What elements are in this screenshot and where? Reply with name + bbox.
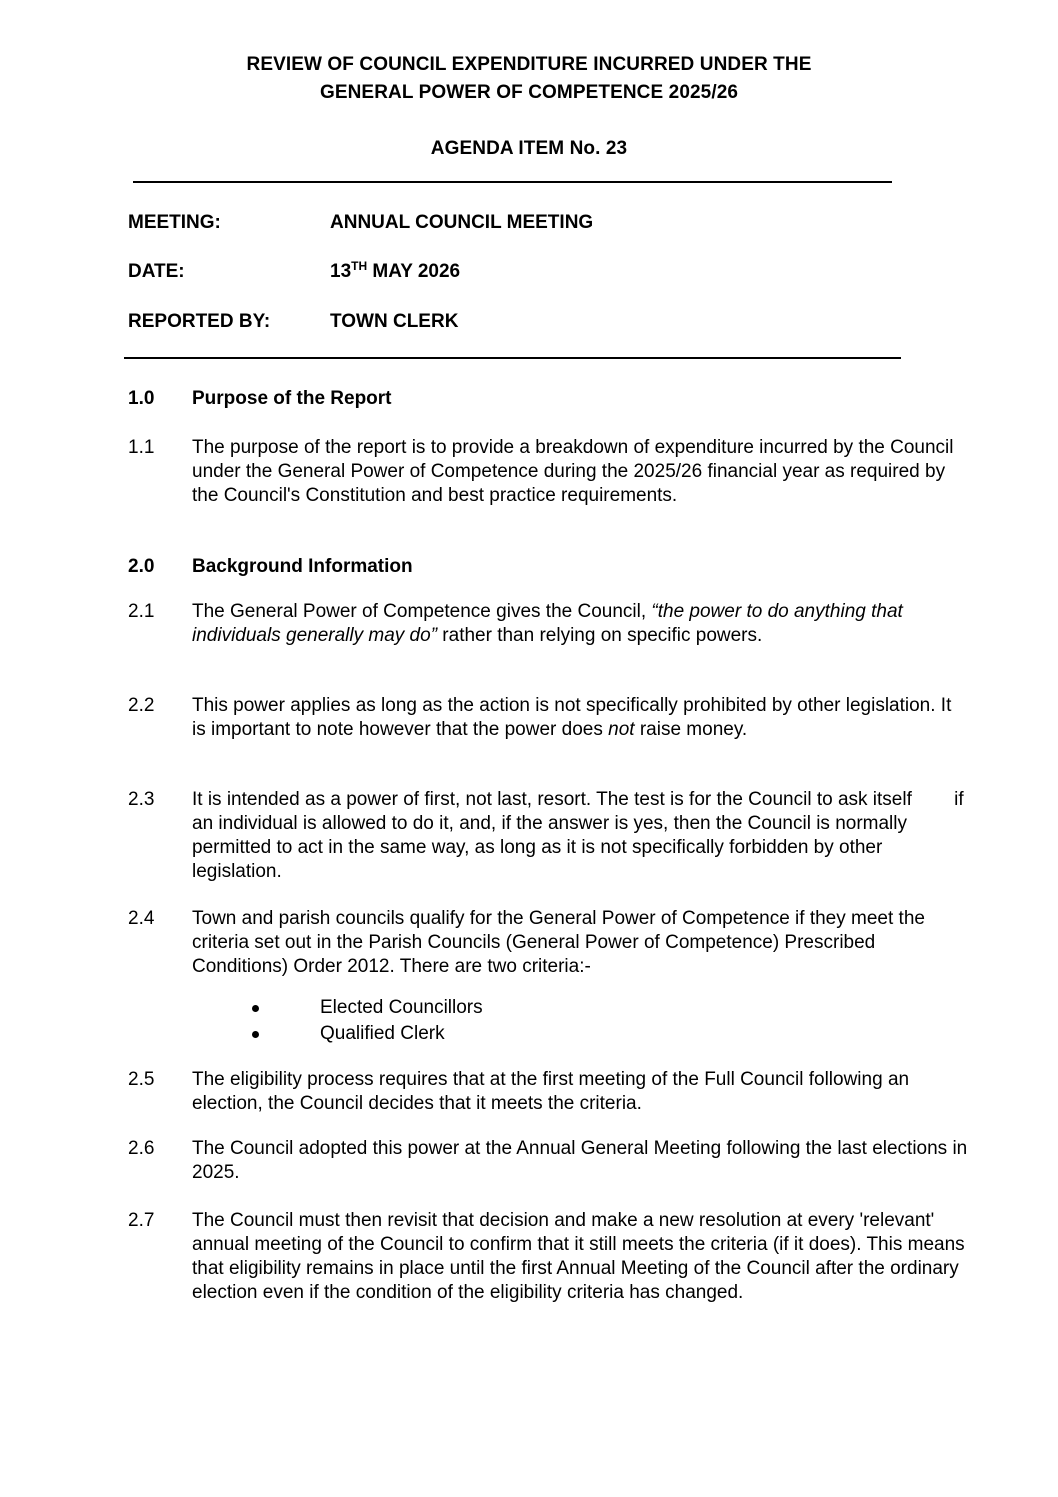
paragraph-number: 2.4	[128, 908, 155, 929]
date-value	[330, 261, 460, 283]
bottom-divider	[124, 357, 901, 359]
bullet-icon	[252, 1031, 259, 1038]
paragraph-number: 2.5	[128, 1069, 155, 1090]
paragraph-number: 2.3	[128, 789, 155, 810]
paragraph-number: 2.6	[128, 1138, 155, 1159]
section-title: Purpose of the Report	[192, 388, 392, 409]
reported-by-label: REPORTED BY:	[128, 311, 271, 332]
quote-italic: “the power to do anything that individuals generally may do”	[192, 601, 903, 646]
paragraph-number: 1.1	[128, 437, 155, 458]
date-rest: MAY 2026	[367, 261, 461, 282]
paragraph-text: This power applies as long as the action is not specifically prohibited by other legislation. It is important to note however that the power does not raise money.	[192, 695, 952, 740]
report-title-line-1: REVIEW OF COUNCIL EXPENDITURE INCURRED UNDER THE	[246, 54, 812, 75]
date-day: 13	[330, 261, 352, 282]
section-title: Background Information	[192, 556, 413, 577]
paragraph-text: Town and parish councils qualify for the General Power of Competence if they meet the criteria set out in the Parish Councils (General Power of Competence) Prescribed Conditions) Order 2012. There are two criteria:-	[192, 908, 925, 977]
paragraph-text: The Council adopted this power at the Annual General Meeting following the last elections in 2025.	[192, 1138, 968, 1183]
section-number: 2.0	[128, 556, 155, 577]
paragraph-text: The purpose of the report is to provide a breakdown of expenditure incurred by the Council under the General Power of Competence during the 2025/26 financial year as required by the Council's Constitution and best practice requirements.	[192, 437, 954, 506]
agenda-item: AGENDA ITEM No. 23	[430, 138, 628, 159]
paragraph-text: It is intended as a power of first, not last, resort. The test is for the Council to ask itself if an individual is allowed to do it, and, if the answer is yes, then the Council is normally permitted to act in the same way, as long as it is not specifically forbidden by other legislation.	[192, 789, 964, 882]
paragraph-number: 2.2	[128, 695, 155, 716]
paragraph-text: The General Power of Competence gives the Council, “the power to do anything that individuals generally may do” rather than relying on specific powers.	[192, 601, 903, 646]
paragraph-text: The eligibility process requires that at the first meeting of the Full Council following an election, the Council decides that it meets the criteria.	[192, 1069, 910, 1114]
paragraph-number: 2.7	[128, 1210, 155, 1231]
emphasis-italic: not	[608, 719, 635, 740]
reported-by-value: TOWN CLERK	[330, 311, 459, 332]
bullet-icon	[252, 1005, 259, 1012]
report-title-line-2: GENERAL POWER OF COMPETENCE 2025/26	[319, 82, 739, 103]
top-divider	[133, 181, 892, 183]
date-suffix: TH	[351, 259, 368, 273]
section-number: 1.0	[128, 388, 155, 409]
paragraph-number: 2.1	[128, 601, 155, 622]
meeting-label: MEETING:	[128, 212, 221, 233]
criteria-list	[252, 995, 483, 1047]
date-label: DATE:	[128, 261, 185, 282]
meeting-value: ANNUAL COUNCIL MEETING	[330, 212, 594, 233]
list-item: Qualified Clerk	[252, 1021, 483, 1047]
paragraph-text: The Council must then revisit that decision and make a new resolution at every 'relevant' annual meeting of the Council to confirm that it still meets the criteria (if it does). This means that eligibility remains in place until the first Annual Meeting of the Council after the ordinary election even if the condition of the eligibility criteria has changed.	[192, 1210, 965, 1303]
list-item: Elected Councillors	[252, 995, 483, 1021]
